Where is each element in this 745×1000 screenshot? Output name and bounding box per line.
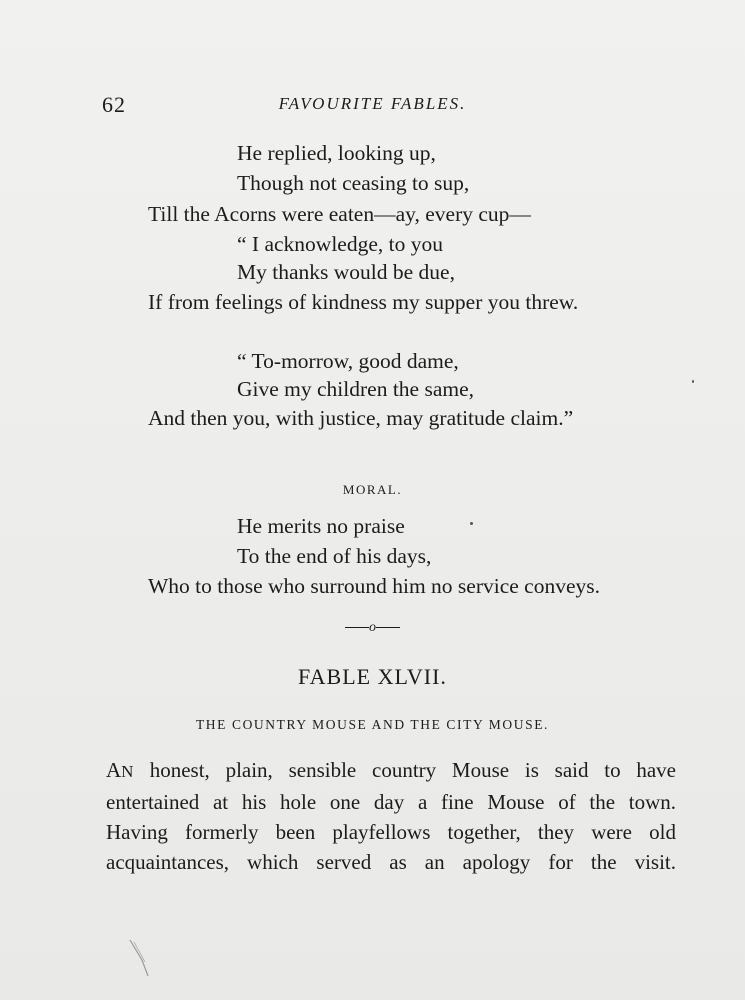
page-number: 62	[102, 92, 126, 117]
paragraph-line-text: honest, plain, sensible country Mouse is said to have	[133, 758, 676, 782]
page-header	[0, 92, 745, 122]
paragraph-line	[106, 755, 676, 787]
verse-line: “ To-morrow, good dame,	[237, 349, 459, 373]
verse-line: He replied, looking up,	[237, 141, 436, 165]
moral-line: Who to those who surround him no service conveys.	[148, 574, 601, 598]
scan-speck	[692, 380, 694, 383]
verse-line: If from feelings of kindness my supper you threw.	[148, 290, 579, 314]
paragraph-line: entertained at his hole one day a fine Mouse of the town.	[106, 790, 676, 814]
verse-line: “ I acknowledge, to you	[237, 232, 443, 256]
ornament-rule-right	[376, 627, 400, 628]
drop-initial: A	[106, 758, 122, 782]
fable-paragraph	[106, 755, 676, 877]
paragraph-line: acquaintances, which served as an apology for the visit.	[106, 850, 676, 874]
fable-heading: FABLE XLVII.	[298, 664, 447, 689]
ornament-glyph: o	[369, 620, 376, 635]
verse-line: My thanks would be due,	[237, 260, 455, 284]
verse-line: And then you, with justice, may gratitude claim.”	[148, 406, 574, 430]
moral-line: To the end of his days,	[237, 544, 432, 568]
scan-speck	[470, 522, 473, 525]
verse-line: Give my children the same,	[237, 377, 475, 401]
running-title: FAVOURITE FABLES.	[278, 94, 467, 113]
ornament-rule-left	[345, 627, 369, 628]
scan-scratch-mark	[128, 938, 156, 978]
paragraph-line: Having formerly been playfellows together, they were old	[106, 820, 676, 844]
moral-heading: MORAL.	[342, 482, 403, 497]
section-ornament	[0, 620, 745, 636]
verse-line: Till the Acorns were eaten—ay, every cup—	[148, 202, 531, 226]
fable-subtitle: THE COUNTRY MOUSE AND THE CITY MOUSE.	[195, 717, 550, 732]
initial-smallcaps: N	[121, 762, 134, 781]
moral-line: He merits no praise	[237, 514, 405, 538]
verse-line: Though not ceasing to sup,	[237, 171, 470, 195]
